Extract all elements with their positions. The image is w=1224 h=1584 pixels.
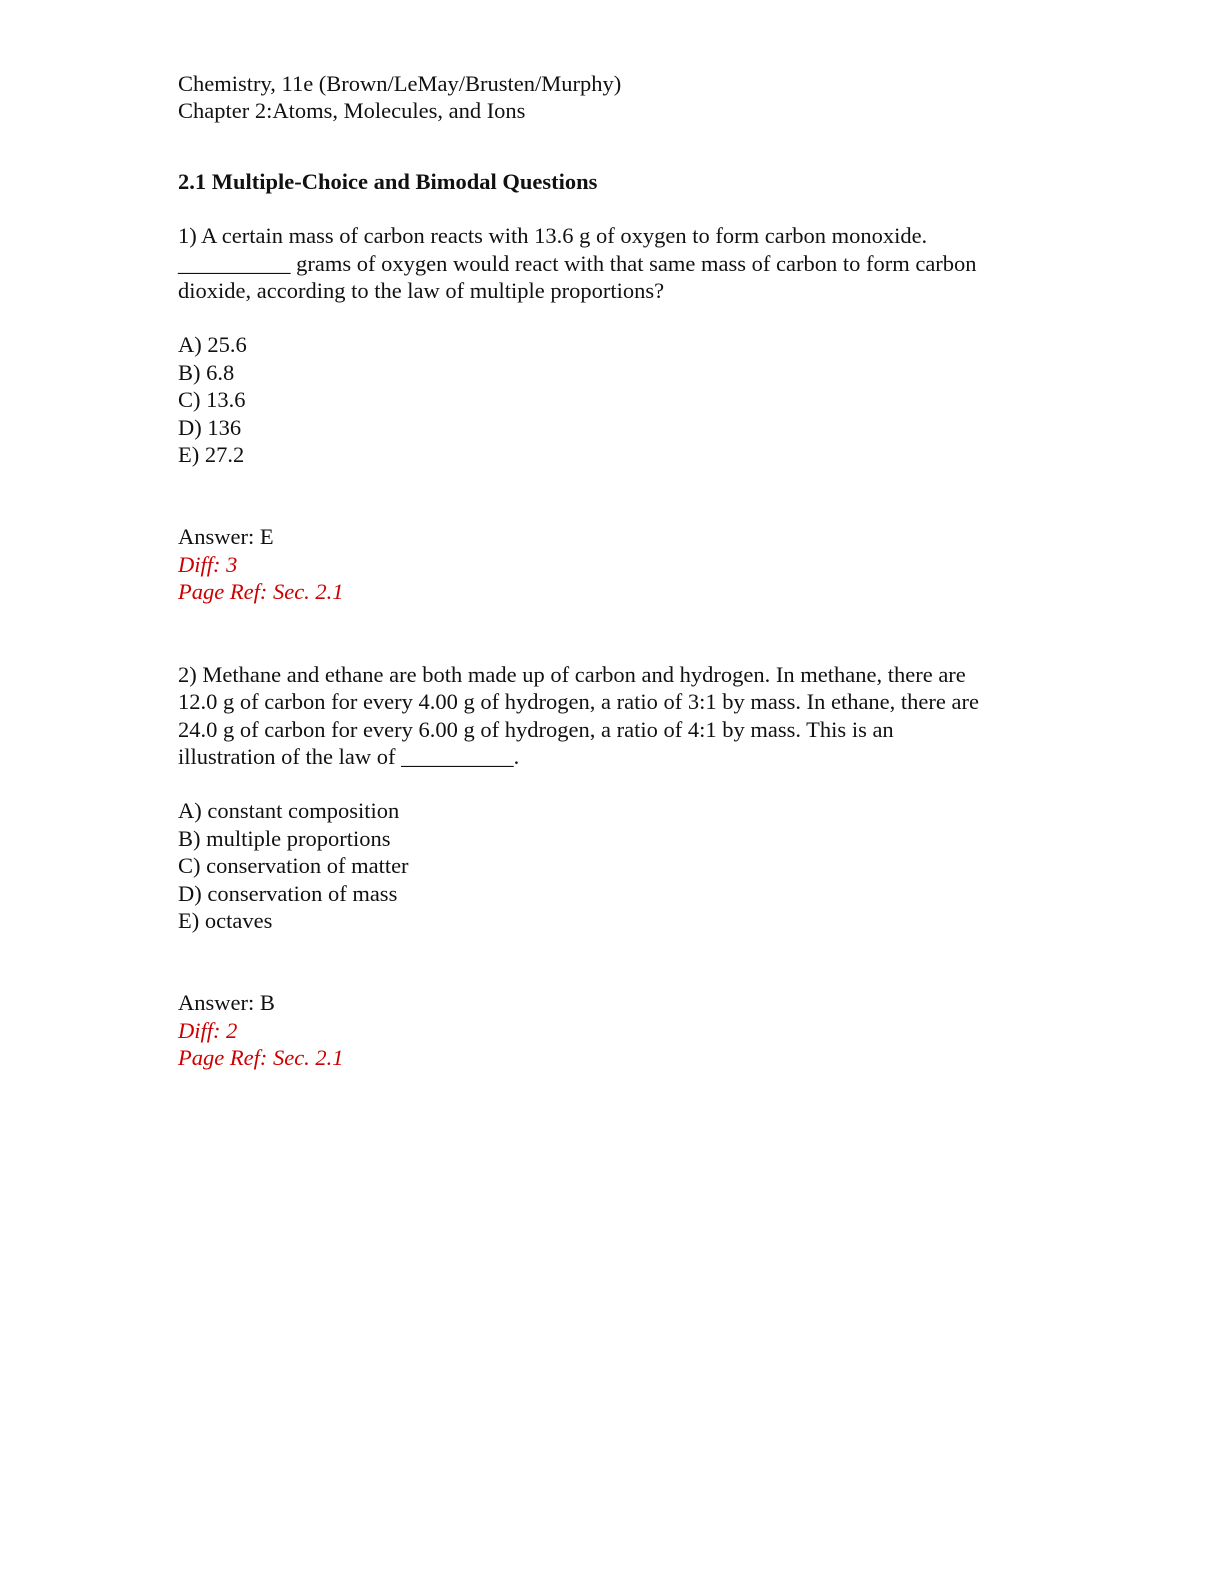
answer-option: C) conservation of matter [178,853,409,879]
question-text-line: dioxide, according to the law of multiple proportions? [178,278,665,304]
question-1-answer-block [178,523,1058,605]
question-text-line: 2) Methane and ethane are both made up of carbon and hydrogen. In methane, there are [178,661,966,687]
question-text-line: __________ grams of oxygen would react with that same mass of carbon to form carbon [178,250,977,276]
question-2-answer-block [178,989,1058,1071]
answer-key: Answer: B [178,990,275,1016]
question-text-line: 1) A certain mass of carbon reacts with 13.6 g of oxygen to form carbon monoxide. [178,223,928,249]
question-text-line: illustration of the law of __________. [178,743,520,769]
question-text-line: 24.0 g of carbon for every 6.00 g of hydrogen, a ratio of 4:1 by mass. This is an [178,716,894,742]
page-reference: Page Ref: Sec. 2.1 [178,579,344,605]
document-header [178,70,1058,125]
question-2-options [178,797,1058,934]
question-1-options [178,331,1058,468]
question-text-line: 12.0 g of carbon for every 4.00 g of hydrogen, a ratio of 3:1 by mass. In ethane, there are [178,689,979,715]
answer-option: B) 6.8 [178,359,235,385]
difficulty: Diff: 2 [178,1017,238,1043]
book-title: Chemistry, 11e (Brown/LeMay/Brusten/Murphy) [178,71,622,96]
difficulty: Diff: 3 [178,551,238,577]
answer-option: C) 13.6 [178,387,246,413]
question-2 [178,661,1058,771]
question-1 [178,222,1058,304]
document-page [178,70,1058,1072]
answer-option: A) 25.6 [178,332,247,358]
answer-option: E) 27.2 [178,442,245,468]
answer-option: B) multiple proportions [178,825,391,851]
section-heading: 2.1 Multiple-Choice and Bimodal Questions [178,168,598,194]
chapter-title: Chapter 2:Atoms, Molecules, and Ions [178,98,526,124]
answer-option: E) octaves [178,907,273,933]
answer-option: D) 136 [178,414,242,440]
answer-key: Answer: E [178,524,274,550]
page-reference: Page Ref: Sec. 2.1 [178,1045,344,1071]
answer-option: A) constant composition [178,798,400,824]
answer-option: D) conservation of mass [178,880,398,906]
